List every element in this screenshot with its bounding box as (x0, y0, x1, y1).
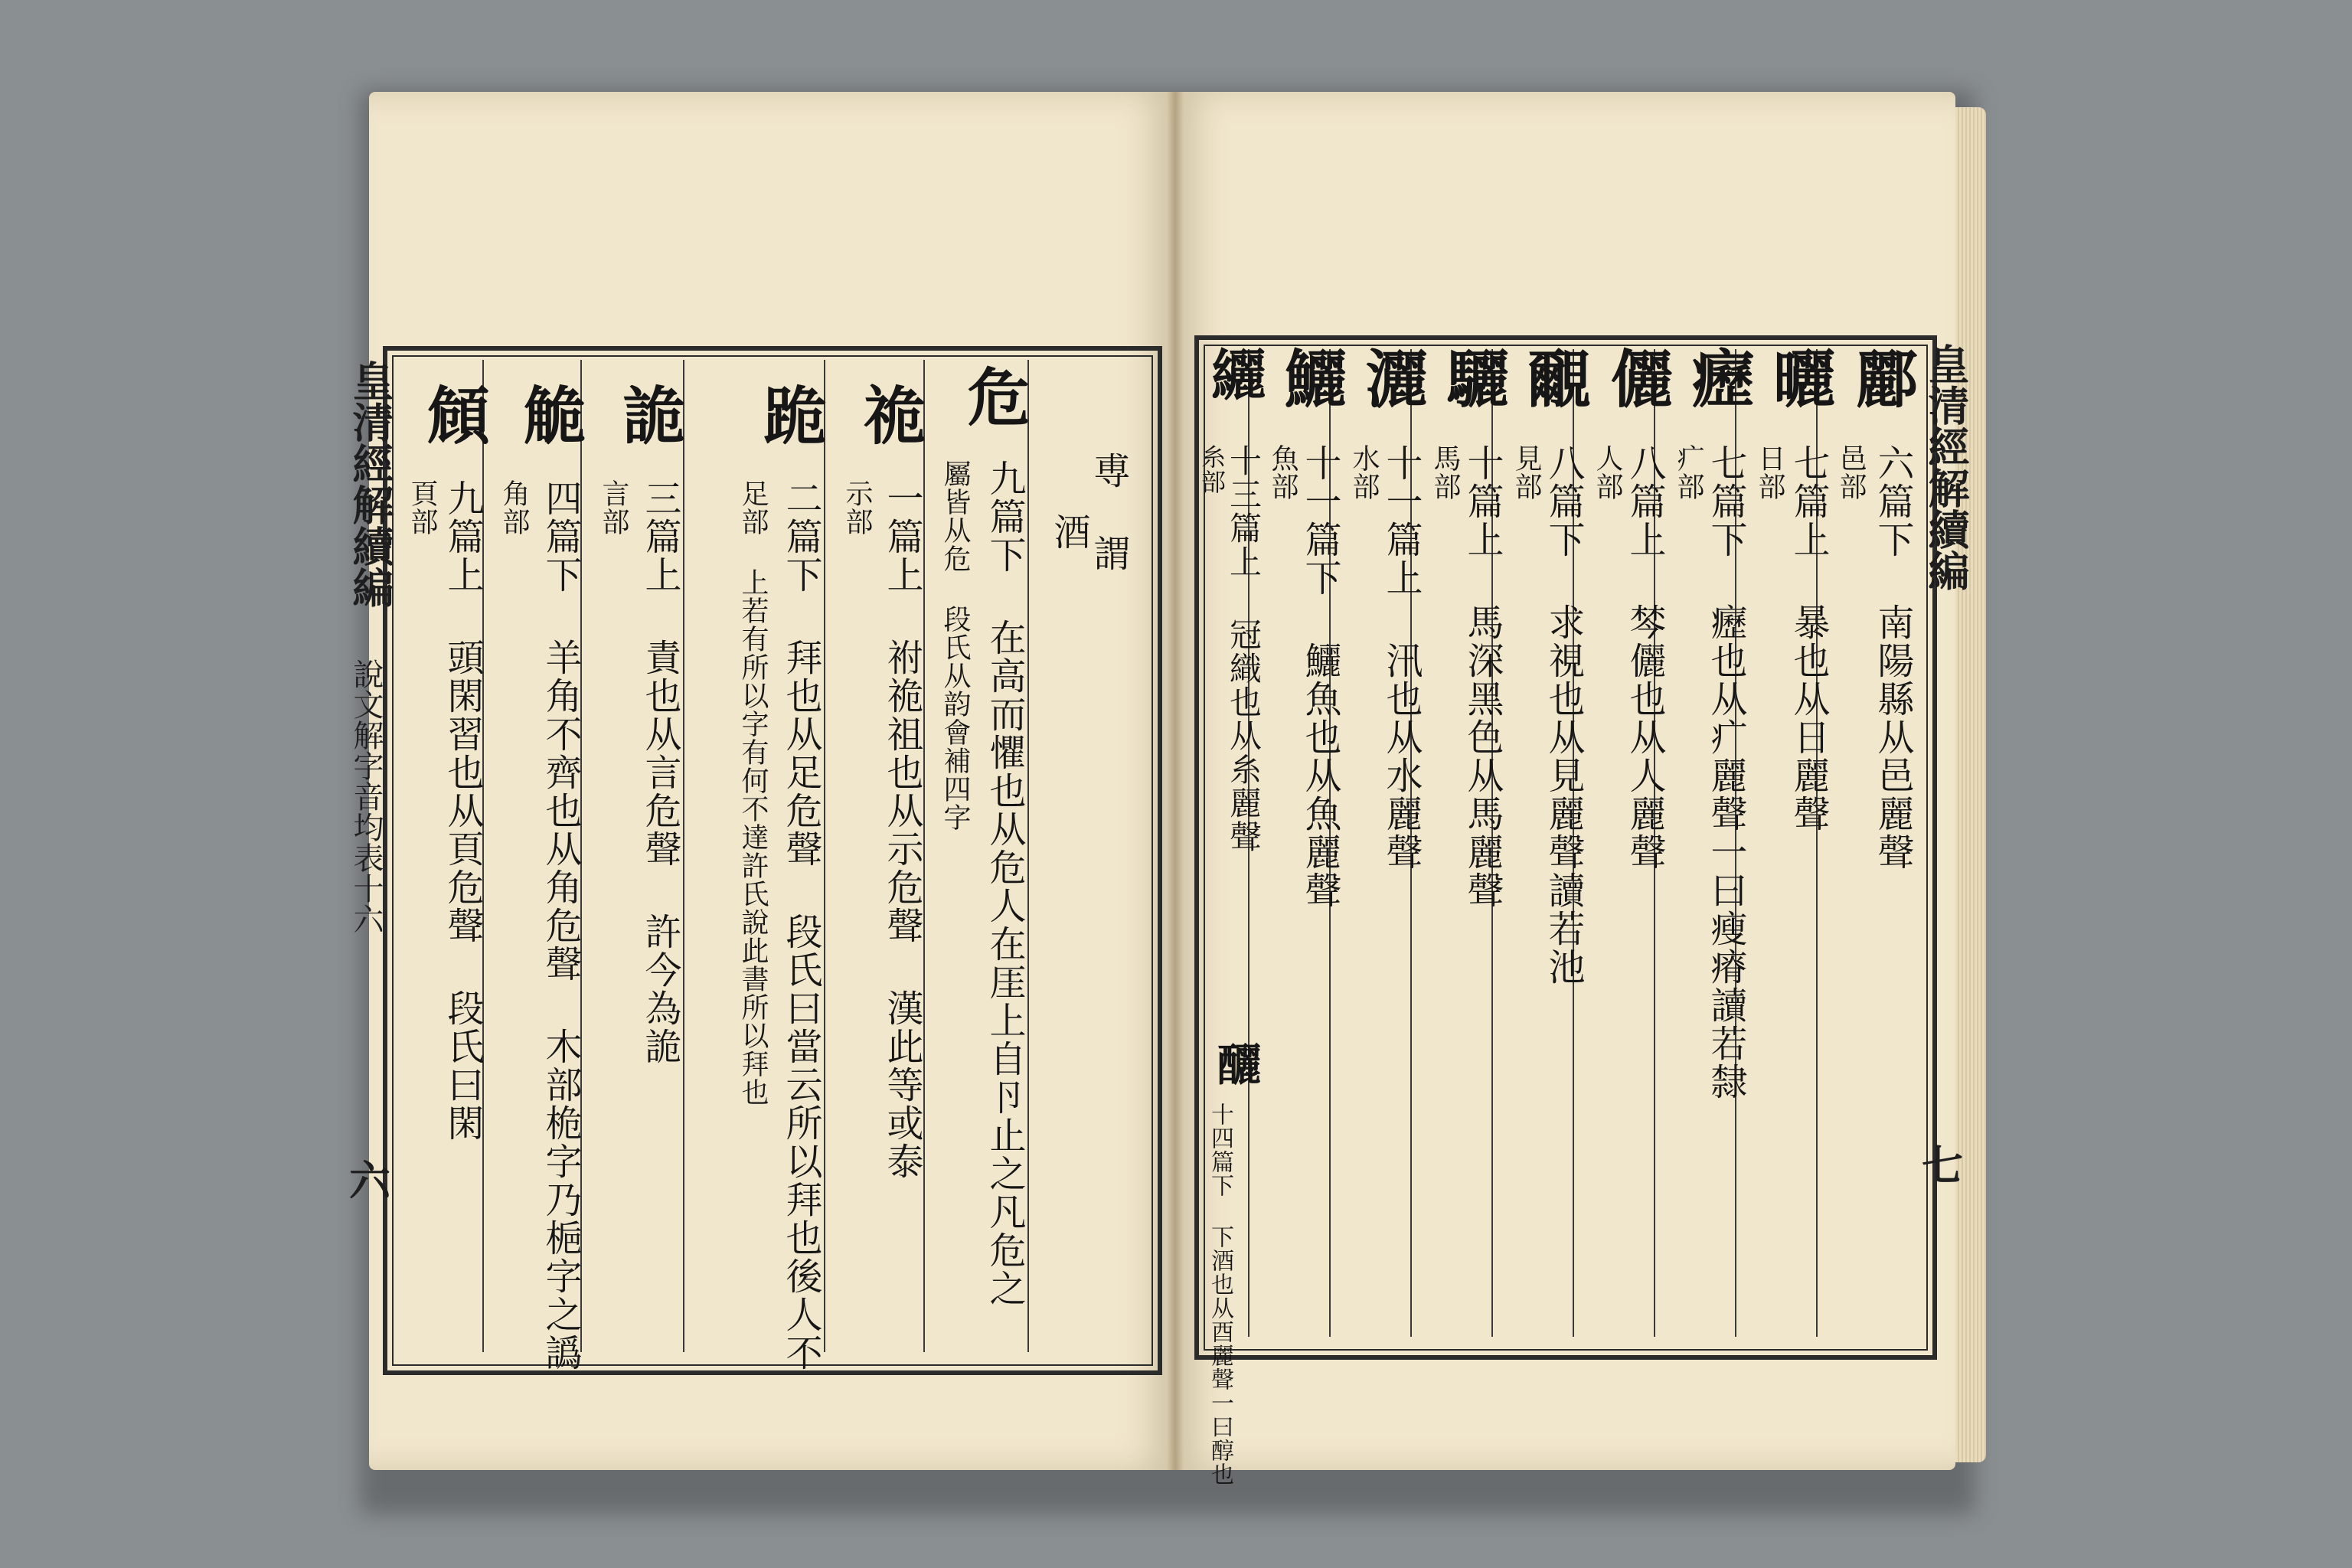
right-col-6-note-b: 水部 (1348, 444, 1380, 501)
left-col-3-note-b: 足部 上若有所以字有何不達許氏說此書所以拜也 (737, 479, 769, 1106)
left-col-6-note-a: 九篇上 頭閑習也从頁危聲 段氏曰閑 (441, 479, 484, 1142)
right-col-4-note-a: 八篇下 求視也从見麗聲讀若池 (1542, 444, 1585, 986)
right-col-8-note-b: 糸部 (1197, 444, 1227, 495)
right-col-2-note-a: 七篇下 癧也从疒麗聲一曰瘦瘠讀若隸 (1704, 444, 1747, 1101)
right-page-number: 七 (1922, 1141, 1963, 1190)
right-col-0-head: 酈 (1845, 346, 1919, 412)
left-page-number: 六 (349, 1156, 390, 1205)
right-col-8-note-a: 十三篇上 冠織也从糸麗聲 (1225, 444, 1263, 854)
left-col-4-note-a: 三篇上 責也从言危聲 許今為詭 (639, 479, 681, 1066)
right-col-3-head: 儷 (1600, 346, 1674, 412)
left-col-3-head: 跪 (753, 383, 827, 449)
left-col-1-note-b: 屬皆从危 段氏从韵會補四字 (939, 459, 971, 831)
left-col-4-note-b: 言部 (598, 479, 629, 536)
left-margin-subtitle: 說文解字音均表十六 (348, 658, 384, 934)
left-col-1-note-a: 九篇下 在高而懼也从危人在厓上自卪止之凡危之 (983, 459, 1026, 1308)
right-col-7-head: 鱺 (1274, 346, 1348, 412)
left-col-2-head: 祪 (853, 383, 926, 449)
right-col-4-note-b: 見部 (1511, 444, 1542, 501)
column-rule (683, 360, 684, 1352)
right-col-9-head: 釃 (1210, 1041, 1262, 1089)
book-spine (1167, 92, 1184, 1470)
right-col-5-note-a: 十篇上 馬深黑色从馬麗聲 (1461, 444, 1504, 910)
left-margin-title: 皇清經解續編 (346, 360, 395, 608)
right-col-0-note-b: 邑部 (1835, 444, 1867, 501)
left-col-5-note-a: 四篇下 羊角不齊也从角危聲 木部桅字乃梔字之譌 (539, 479, 582, 1372)
right-col-6-note-a: 十一篇上 汛也从水麗聲 (1380, 444, 1423, 871)
right-col-5-head: 驪 (1436, 346, 1510, 412)
column-rule (923, 360, 925, 1352)
left-col-5-note-b: 角部 (498, 479, 530, 536)
right-col-4-head: 覼 (1517, 346, 1591, 412)
left-col-6-head: 頠 (416, 383, 490, 449)
right-col-1-note-b: 日部 (1754, 444, 1785, 501)
right-col-2-note-b: 疒部 (1673, 444, 1704, 501)
right-col-1-note-a: 七篇上 暴也从日麗聲 (1787, 444, 1830, 833)
right-margin-title: 皇清經解續編 (1922, 343, 1971, 591)
right-col-3-note-b: 人部 (1592, 444, 1623, 501)
right-col-8-head: 纚 (1202, 346, 1267, 404)
left-col-1-head: 危 (957, 364, 1031, 430)
right-col-1-head: 曬 (1762, 346, 1836, 412)
column-rule (1027, 360, 1029, 1352)
left-col-3-note-a: 二篇下 拜也从足危聲 段氏曰當云所以拜也後人不 (779, 479, 822, 1372)
left-col-4-head: 詭 (612, 383, 686, 449)
left-col-0-note-b: 酒 (1047, 513, 1090, 551)
page-edges (1955, 107, 1986, 1462)
right-col-5-note-b: 馬部 (1429, 444, 1461, 501)
right-col-7-note-a: 十一篇下 鱺魚也从魚麗聲 (1298, 444, 1341, 910)
right-col-2-head: 癧 (1681, 346, 1755, 412)
left-col-5-head: 觤 (513, 383, 586, 449)
left-col-2-note-a: 一篇上 祔祪祖也从示危聲 漢此等或泰 (880, 479, 923, 1181)
left-col-2-note-b: 示部 (841, 479, 873, 536)
right-col-6-head: 灑 (1355, 346, 1429, 412)
right-col-9-note-b (1207, 1087, 1239, 1089)
right-col-9-note-a: 十四篇下 下酒也从酉麗聲一曰醇也 (1207, 1102, 1233, 1486)
column-rule (824, 360, 825, 1352)
right-col-3-note-a: 八篇上 棽儷也从人麗聲 (1623, 444, 1666, 871)
right-col-0-note-a: 六篇下 南陽縣从邑麗聲 (1871, 444, 1914, 871)
right-col-7-note-b: 魚部 (1267, 444, 1298, 501)
left-col-0-note-a: 尃 謂 (1087, 452, 1130, 573)
left-col-6-note-b: 頁部 (407, 479, 438, 536)
